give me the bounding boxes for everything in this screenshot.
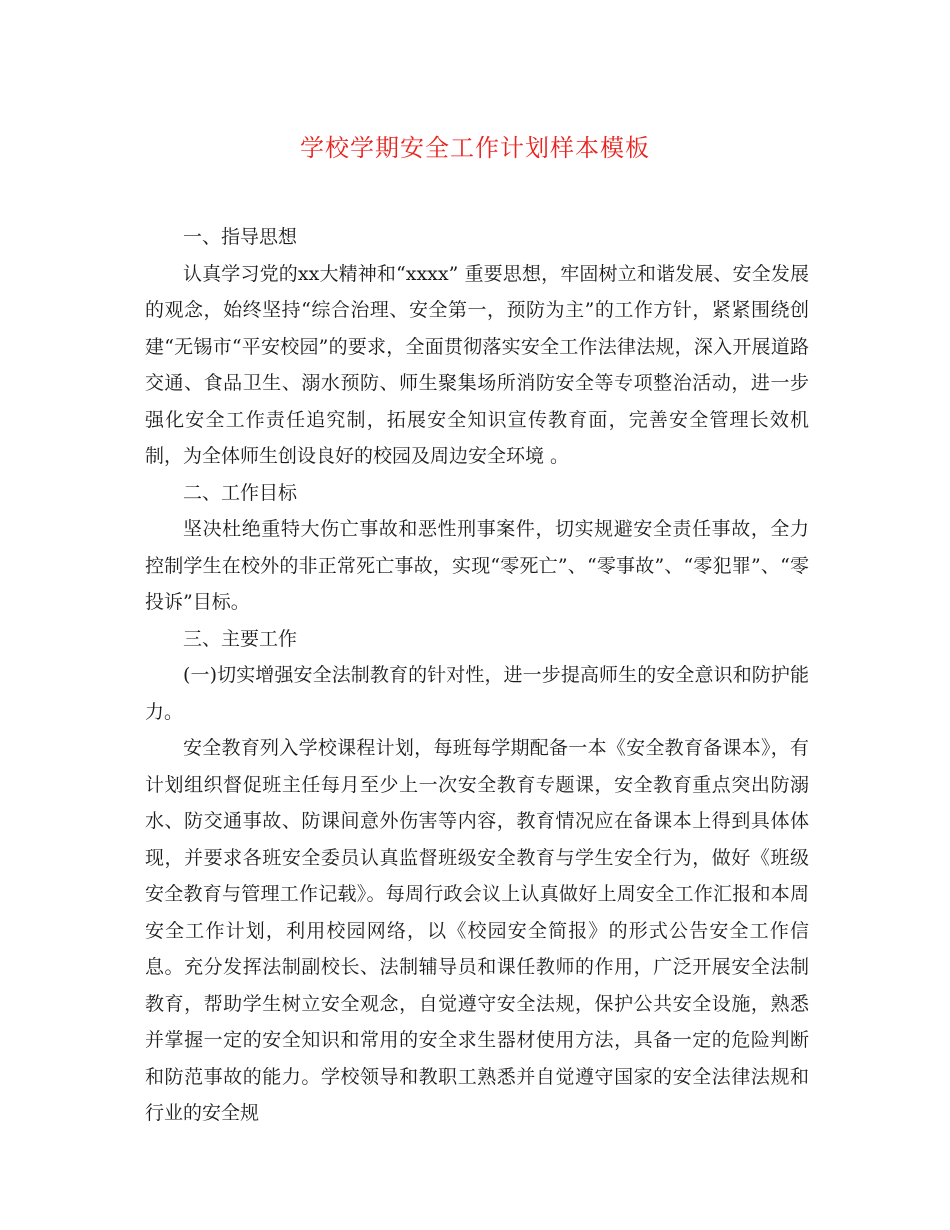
paragraph-guiding-ideology: 认真学习党的xx大精神和“xxxx” 重要思想，牢固树立和谐发展、安全发展的观念，始终坚持“综合治理、安全第一，预防为主”的工作方针，紧紧围绕创建“无锡市“平安校园”的要求，全面贯彻落实安全工作法律法规，深入开展道路交通、食品卫生、溺水预防、师生聚集场所消防安全等专项整治活动，进一步强化安全工作责任追究制，拓展安全知识宣传教育面，完善安全管理长效机制，为全体师生创设良好的校园及周边安全环境 。 bbox=[145, 262, 809, 467]
section-heading-work-goals: 二、工作目标 bbox=[183, 481, 298, 504]
document-title: 学校学期安全工作计划样本模板 bbox=[300, 134, 650, 162]
document-body bbox=[145, 219, 809, 1132]
section-heading-main-work: 三、主要工作 bbox=[183, 627, 298, 650]
section-heading-guiding-ideology: 一、指导思想 bbox=[183, 226, 298, 248]
paragraph-safety-education: 安全教育列入学校课程计划，每班每学期配备一本《安全教育备课本》，有计划组织督促班主任每月至少上一次安全教育专题课，安全教育重点突出防溺水、防交通事故、防课间意外伤害等内容，教育情况应在备课本上得到具体体现，并要求各班安全委员认真监督班级安全教育与学生安全行为，做好《班级安全教育与管理工作记载》。每周行政会议上认真做好上周安全工作汇报和本周安全工作计划，利用校园网络，以《校园安全简报》的形式公告安全工作信息。充分发挥法制副校长、法制辅导员和课任教师的作用，广泛开展安全法制教育，帮助学生树立安全观念，自觉遵守安全法规，保护公共安全设施，熟悉并掌握一定的安全知识和常用的安全求生器材使用方法，具备一定的危险判断和防范事故的能力。学校领导和教职工熟悉并自觉遵守国家的安全法律法规和行业的安全规 bbox=[145, 737, 809, 1124]
subsection-heading-1: (一)切实增强安全法制教育的针对性，进一步提高师生的安全意识和防护能力。 bbox=[145, 664, 809, 723]
paragraph-work-goals: 坚决杜绝重特大伤亡事故和恶性刑事案件，切实规避安全责任事故，全力控制学生在校外的非正常死亡事故，实现“零死亡”、“零事故”、“零犯罪”、“零投诉”目标。 bbox=[145, 518, 809, 613]
